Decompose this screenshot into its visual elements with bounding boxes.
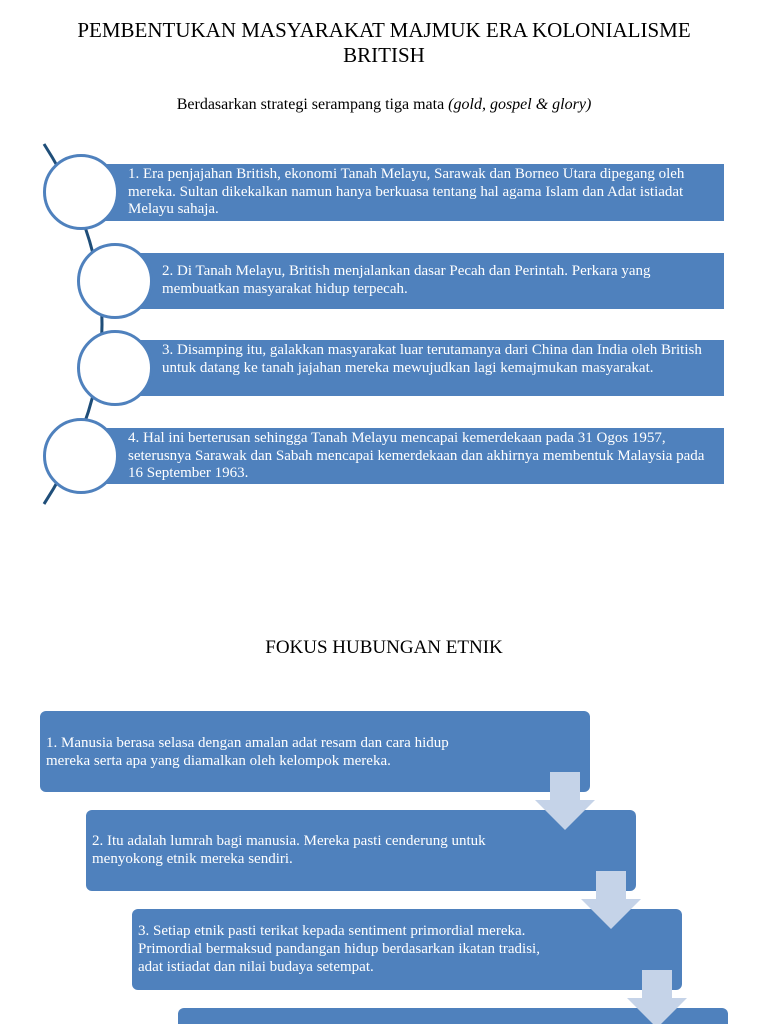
timeline-item-3: 3. Disamping itu, galakkan masyarakat luar terutamanya dari China dan India oleh British untuk datang ke tanah jajahan mereka mewujudkan lagi kemajmukan masyarakat. xyxy=(114,340,724,396)
timeline-item-1: 1. Era penjajahan British, ekonomi Tanah Melayu, Sarawak dan Borneo Utara dipegang oleh mereka. Sultan dikekalkan namun hanya berkuasa tentang hal agama Islam dan Adat istiadat Melayu sahaja. xyxy=(80,164,724,221)
down-arrow-icon xyxy=(581,871,641,929)
timeline-item-4: 4. Hal ini berterusan sehingga Tanah Melayu mencapai kemerdekaan pada 31 Ogos 1957, seterusnya Sarawak dan Sabah mencapai kemerdekaan dan akhirnya membentuk Malaysia pada 16 September 1963. xyxy=(80,428,724,484)
section-title: FOKUS HUBUNGAN ETNIK xyxy=(265,637,503,658)
process-step-3: 3. Setiap etnik pasti terikat kepada sentiment primordial mereka. Primordial bermaksud pandangan hidup berdasarkan ikatan tradisi, adat istiadat dan nilai budaya setempat. xyxy=(132,909,682,990)
down-arrow-icon xyxy=(535,772,595,830)
timeline-circle-3 xyxy=(77,330,153,406)
timeline-circle-1 xyxy=(43,154,119,230)
process-step-1: 1. Manusia berasa selasa dengan amalan adat resam dan cara hidup mereka serta apa yang diamalkan oleh kelompok mereka. xyxy=(40,711,590,792)
timeline-circle-4 xyxy=(43,418,119,494)
subtitle-italic: (gold, gospel & glory) xyxy=(448,96,592,113)
timeline-item-2: 2. Di Tanah Melayu, British menjalankan dasar Pecah dan Perintah. Perkara yang membuatkan masyarakat hidup terpecah. xyxy=(114,253,724,309)
timeline-circle-2 xyxy=(77,243,153,319)
subtitle-text: Berdasarkan strategi serampang tiga mata xyxy=(176,96,449,113)
page-title: PEMBENTUKAN MASYARAKAT MAJMUK ERA KOLONIALISME BRITISH xyxy=(77,18,691,67)
down-arrow-icon xyxy=(627,970,687,1024)
process-step-2: 2. Itu adalah lumrah bagi manusia. Mereka pasti cenderung untuk menyokong etnik mereka sendiri. xyxy=(86,810,636,891)
